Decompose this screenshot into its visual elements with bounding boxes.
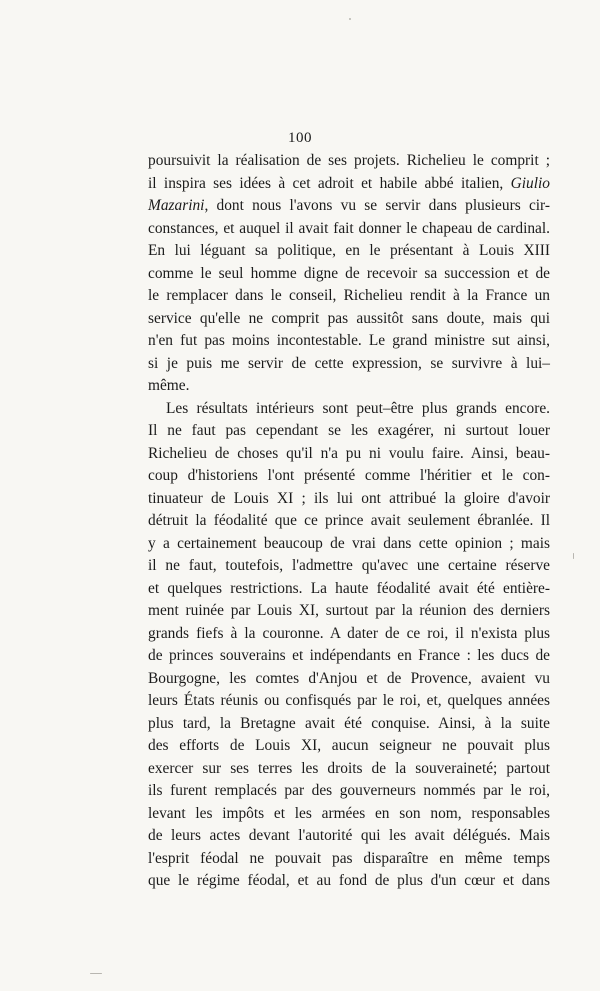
text-segment: plus tard, la Bretagne avait été conquise. Ainsi, à la suite [148,714,550,732]
text-line [148,375,550,398]
text-segment: constances, et auquel il avait fait donner le chapeau de cardinal. [148,219,550,237]
text-segment: le remplacer dans le conseil, Richelieu rendit à la France un [148,287,550,304]
text-segment: l'esprit féodal ne pouvait pas disparaître en même temps [148,849,550,867]
text-line [148,353,550,376]
text-line [148,533,550,556]
text-segment: poursuivit la réalisation de ses projets. Richelieu le comprit ; [148,152,550,169]
text-line [148,758,550,781]
text-line [148,465,550,488]
text-segment: même. [148,377,190,394]
text-line [148,150,550,173]
text-segment: tinuateur de Louis XI ; ils lui ont attribué la gloire d'avoir [148,489,550,507]
text-line [148,555,550,578]
text-segment: que le régime féodal, et au fond de plus d'un cœur et dans [148,872,550,889]
text-segment: détruit la féodalité que ce prince avait seulement ébranlée. Il [148,512,550,529]
text-segment: de leurs actes devant l'autorité qui les avait délégués. Mais [148,827,550,844]
text-segment: il inspira ses idées à cet adroit et habile abbé italien, [148,174,511,192]
paper-speck [573,553,574,559]
text-segment: ment ruinée par Louis XI, surtout par la réunion des derniers [148,602,550,619]
text-segment: des efforts de Louis XI, aucun seigneur ne pouvait plus [148,737,550,754]
text-segment: y a certainement beaucoup de vrai dans cette opinion ; mais [148,534,550,552]
text-line [148,240,550,263]
text-segment: de princes souverains et indépendants en France : les ducs de [148,647,550,664]
text-line [148,623,550,646]
text-line [148,713,550,736]
text-line [148,780,550,803]
text-line [148,668,550,691]
text-line [148,578,550,601]
text-line [148,870,550,893]
text-segment: n'en fut pas moins incontestable. Le grand ministre sut ainsi, [148,332,550,349]
page-number: 100 [288,130,312,146]
text-line [148,218,550,241]
text-line [148,510,550,533]
text-line [148,285,550,308]
text-line [148,645,550,668]
text-line [148,195,550,218]
text-line [148,825,550,848]
paper-speck [349,18,351,20]
text-segment: comme le seul homme digne de recevoir sa succession et de [148,264,550,282]
text-line [148,443,550,466]
text-line [148,420,550,443]
text-segment: Bourgogne, les comtes d'Anjou et de Provence, avaient vu [148,669,550,687]
text-line [148,735,550,758]
text-segment: coup d'historiens l'ont présenté comme l'héritier et le con- [148,467,550,484]
text-line [148,398,550,421]
text-line [148,690,550,713]
text-line [148,803,550,826]
body-text [148,150,550,893]
text-segment: Les résultats intérieurs sont peut–être plus grands encore. [166,399,550,417]
text-segment: levant les impôts et les armées en son nom, responsables [148,804,550,822]
text-line [148,308,550,331]
text-segment: grands fiefs à la couronne. A dater de ce roi, il n'exista plus [148,624,550,642]
text-segment: il ne faut, toutefois, l'admettre qu'avec une certaine réserve [148,557,550,574]
text-segment: , dont nous l'avons vu se servir dans plusieurs cir- [204,197,550,214]
text-segment: ils furent remplacés par des gouverneurs nommés par le roi, [148,782,550,799]
italic-text: Giulio [510,174,550,192]
text-line [148,263,550,286]
text-segment: service qu'elle ne comprit pas aussitôt sans doute, mais qui [148,309,550,327]
text-segment: si je puis me servir de cette expression, se survivre à lui– [148,354,550,372]
text-segment: et quelques restrictions. La haute féodalité avait été entière- [148,579,550,597]
text-segment: exercer sur ses terres les droits de la souveraineté; partout [148,759,550,777]
text-line [148,848,550,871]
text-line [148,600,550,623]
text-segment: Richelieu de choses qu'il n'a pu ni voulu faire. Ainsi, beau- [148,444,550,462]
paper-speck [90,973,102,974]
text-line [148,330,550,353]
text-segment: leurs États réunis ou confisqués par le roi, et, quelques années [148,692,550,709]
text-segment: En lui léguant sa politique, en le présentant à Louis XIII [148,242,550,259]
italic-text: Mazarini [148,197,205,214]
text-line [148,488,550,511]
text-segment: Il ne faut pas cependant se les exagérer, ni surtout louer [148,422,550,439]
text-line [148,173,550,196]
